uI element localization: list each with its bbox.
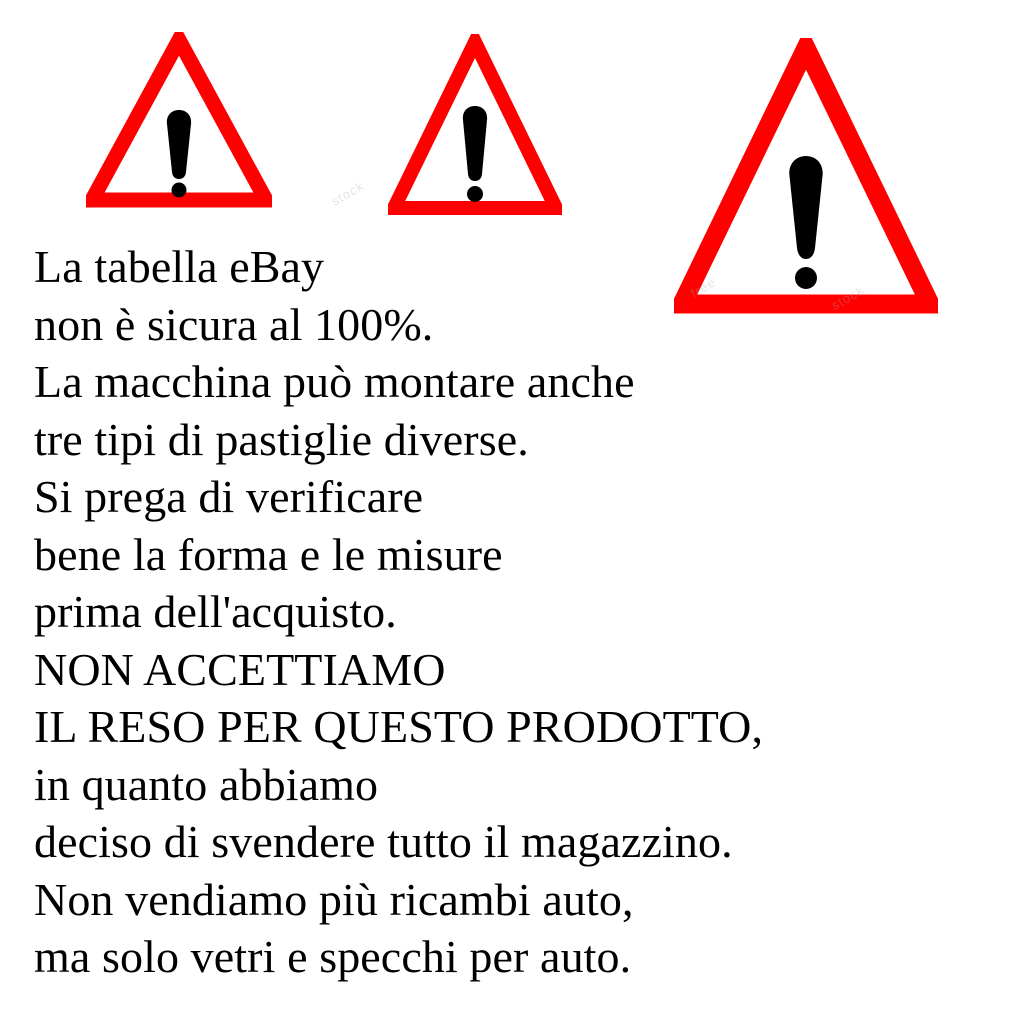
warning-sign-left bbox=[86, 32, 272, 208]
notice-line: Si prega di verificare bbox=[34, 471, 424, 522]
watermark-text: stock bbox=[828, 282, 867, 313]
notice-line: La tabella eBay bbox=[34, 241, 325, 292]
notice-line: in quanto abbiamo bbox=[34, 758, 379, 810]
notice-line: deciso di svendere tutto il magazzino. bbox=[34, 816, 733, 867]
notice-text bbox=[34, 238, 1014, 986]
notice-line: Non vendiamo più ricambi auto, bbox=[34, 873, 634, 925]
notice-line: bene la forma e le misure bbox=[34, 528, 503, 580]
notice-line: La macchina può montare anche bbox=[34, 356, 635, 407]
notice-line: prima dell'acquisto. bbox=[34, 586, 397, 637]
notice-line: ma solo vetri e specchi per auto. bbox=[34, 931, 632, 982]
notice-line: NON ACCETTIAMO bbox=[34, 643, 446, 695]
notice-line: non è sicura al 100%. bbox=[34, 298, 434, 350]
watermark-text: free bbox=[688, 274, 719, 301]
watermark-text: stock bbox=[328, 178, 367, 209]
notice-line: IL RESO PER QUESTO PRODOTTO, bbox=[34, 701, 764, 752]
notice-line: tre tipi di pastiglie diverse. bbox=[34, 413, 529, 465]
warning-sign-middle bbox=[388, 34, 562, 216]
